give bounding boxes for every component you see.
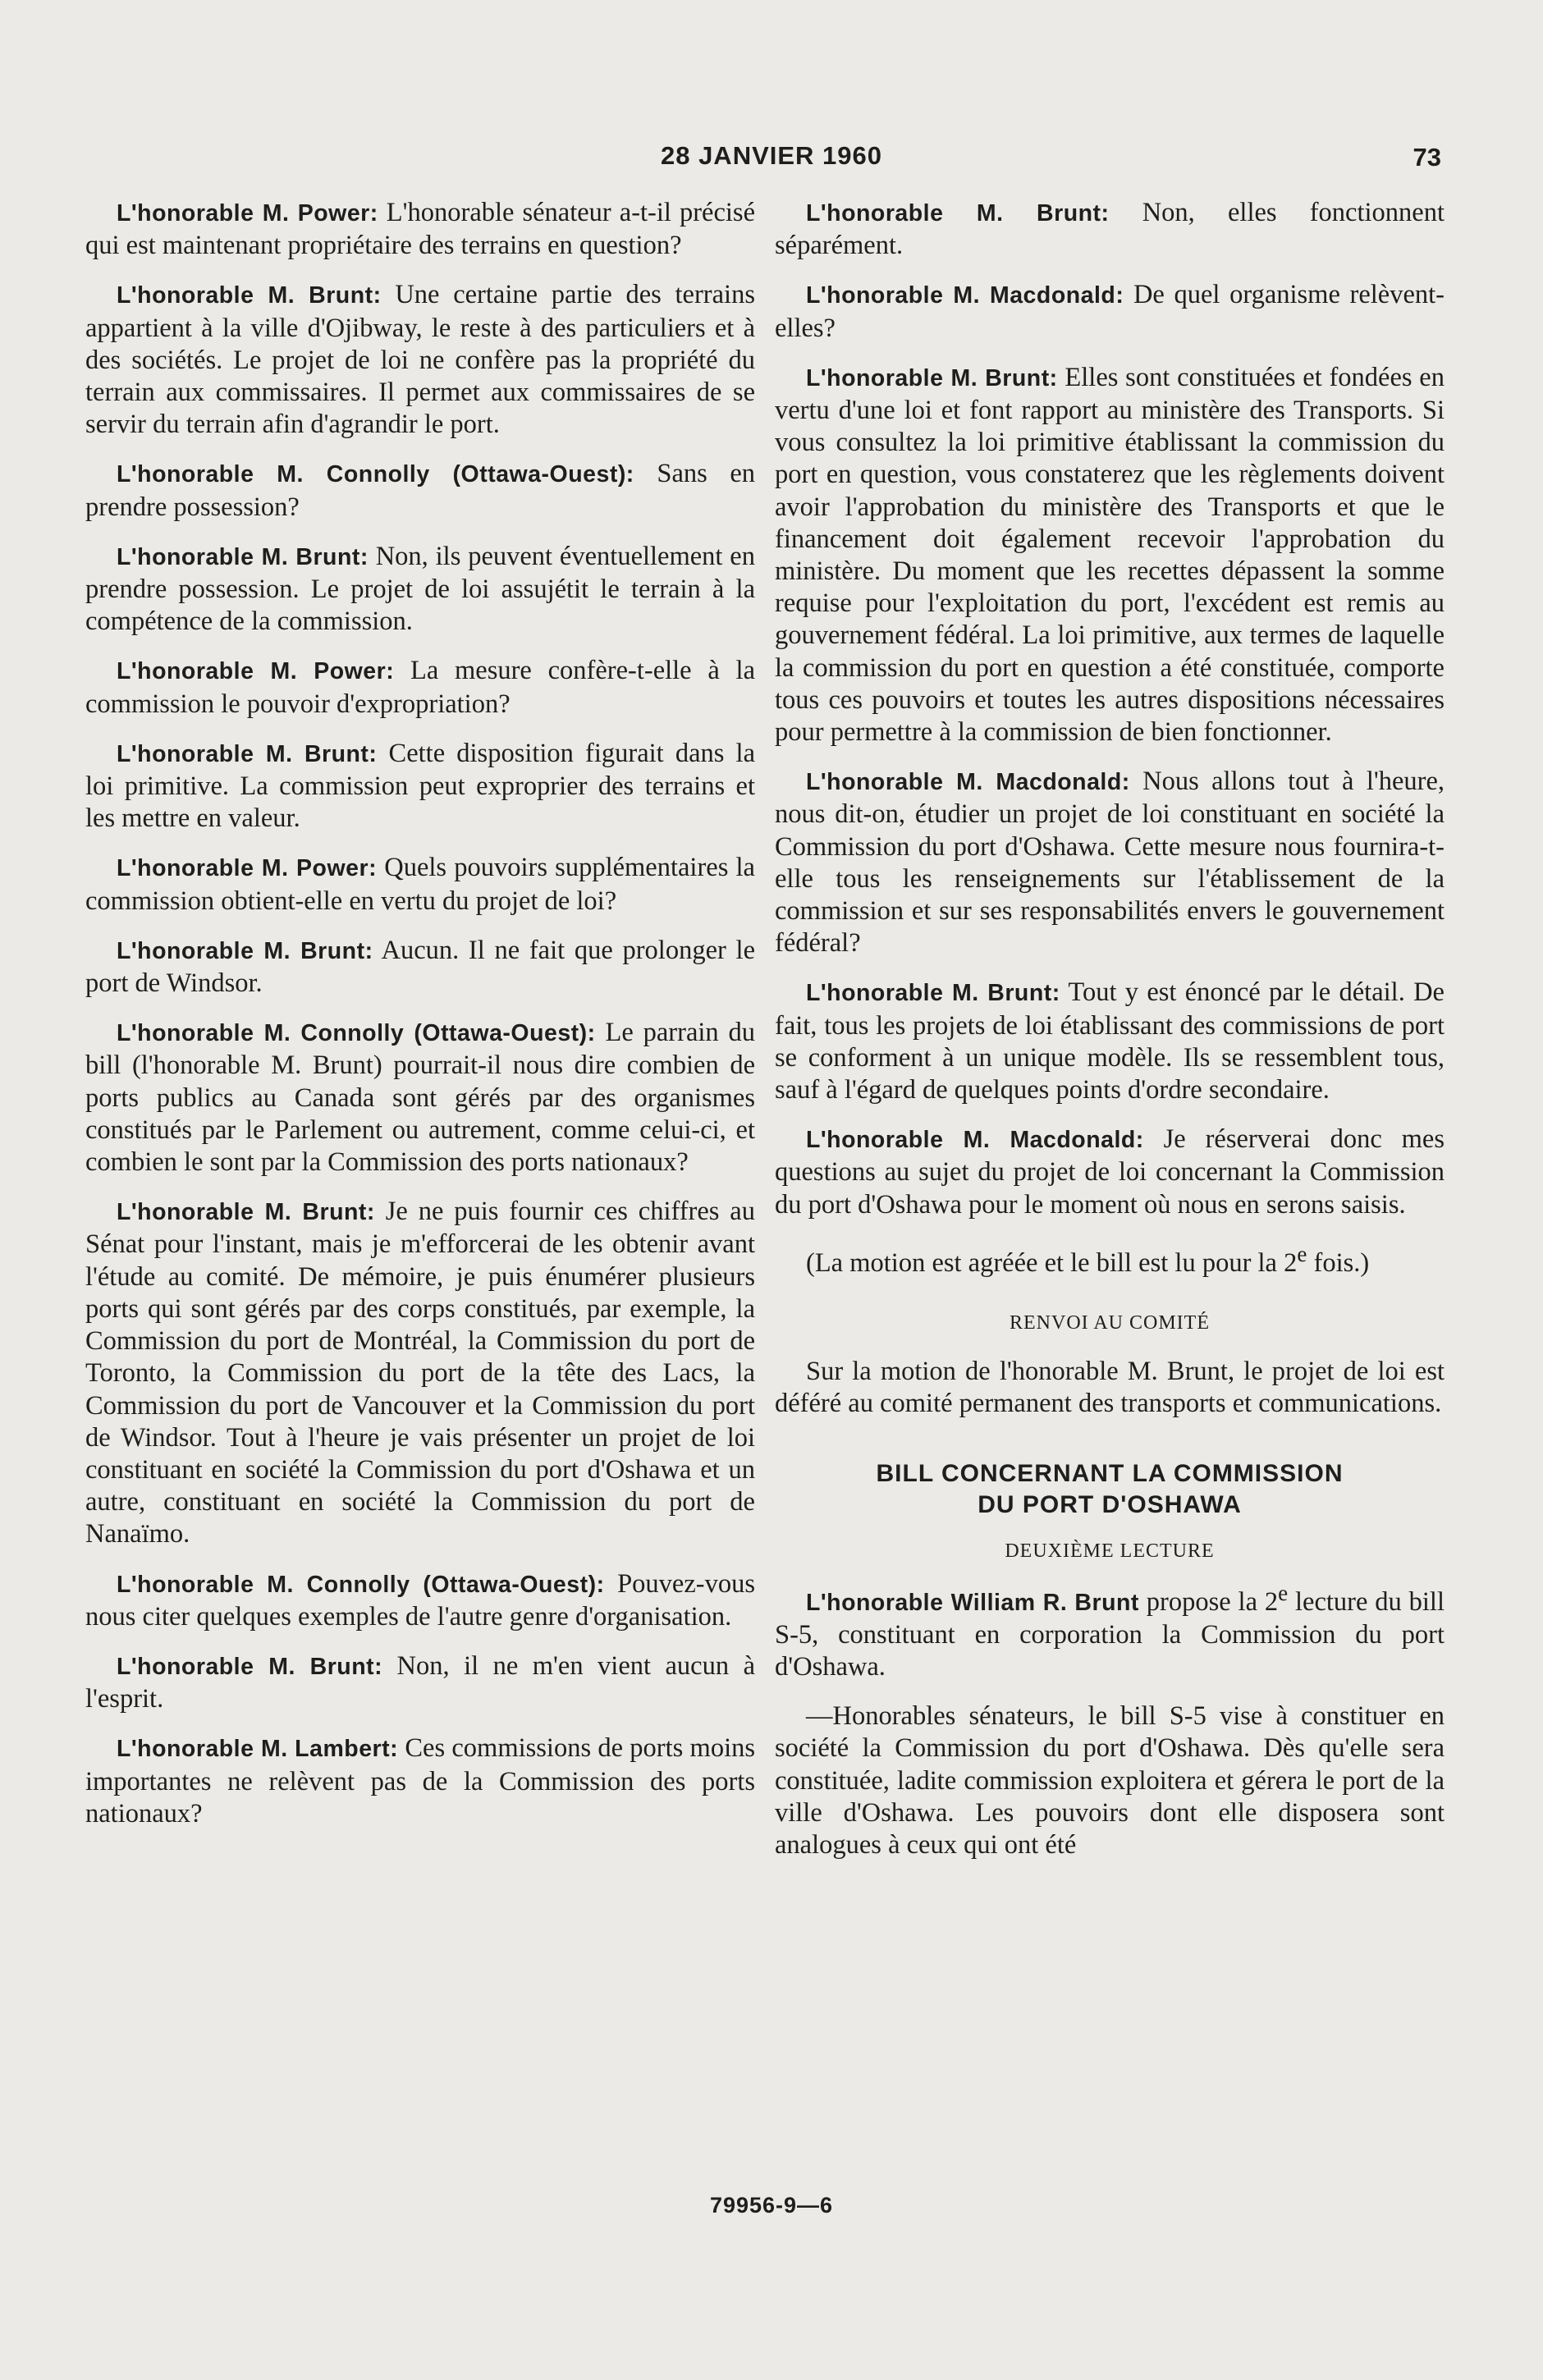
speaker-name: L'honorable M. Connolly (Ottawa-Ouest): — [117, 1571, 605, 1598]
paragraph — [775, 362, 1445, 748]
speech-text: La mesure confère-t-elle à la commission le pouvoir d'expropriation? — [85, 656, 755, 719]
speaker-name: L'honorable M. Brunt: — [117, 1199, 375, 1226]
speech-text: Ces commissions de ports moins importantes ne relèvent pas de la Commission des ports nationaux? — [85, 1733, 755, 1828]
left-column — [85, 197, 755, 1847]
speaker-name: L'honorable M. Brunt: — [117, 937, 373, 964]
paragraph — [775, 1124, 1445, 1221]
paragraph — [85, 1568, 755, 1633]
speech-text: Elles sont constituées et fondées en vertu d'une loi et font rapport au ministère des Transports. Si vous consultez la loi primitive établissant la commission du port en question, vous constaterez que les règlements doivent avoir l'approbation du ministère des Transports et que le financement doit également recevoir l'approbation du ministère. Du moment que les recettes dépassent la somme requise pour l'exploitation du port, l'excédent est remis au gouvernement fédéral. La loi primitive, aux termes de laquelle la commission du port en question a été constituée, comporte tous ces pouvoirs et toutes les autres dispositions nécessaires pour permettre à la commission de bien fonctionner. — [775, 362, 1445, 748]
header-date: 28 JANVIER 1960 — [660, 141, 883, 170]
right-column — [775, 197, 1445, 1879]
reading-heading: DEUXIÈME LECTURE — [1005, 1540, 1215, 1562]
renvoi-text: Sur la motion de l'honorable M. Brunt, le projet de loi est déféré au comité permanent des transports et communications. — [775, 1357, 1445, 1419]
paragraph — [85, 1732, 755, 1830]
speech-text: De quel organisme relèvent-elles? — [775, 280, 1445, 343]
paragraph — [85, 1650, 755, 1715]
paragraph — [85, 1196, 755, 1550]
speech-text: Le parrain du bill (l'honorable M. Brunt) pourrait-il nous dire combien de ports publics au Canada sont gérés par des organismes constitués par le Parlement ou autrement, comme celui-ci, et combien le sont par la Commission des ports nationaux? — [85, 1018, 755, 1178]
paragraph — [775, 766, 1445, 959]
proposal-paragraph: L'honorable William R. Brunt propose la 2e lecture du bill S-5, constituant en corporation la Commission du port d'Oshawa. — [775, 1580, 1445, 1682]
speech-text: Non, elles fonctionnent séparément. — [775, 198, 1445, 261]
speaker-name: L'honorable M. Brunt: — [117, 282, 382, 309]
speech-text: Non, il ne m'en vient aucun à l'esprit. — [85, 1650, 755, 1714]
speech-text: Tout y est énoncé par le détail. De fait, tous les projets de loi établissant des commissions de port se conforment à un unique modèle. Ils se ressemblent tous, sauf à l'égard de quelques points d'ordre secondaire. — [775, 977, 1445, 1105]
motion-note: (La motion est agréée et le bill est lu pour la 2e fois.) — [806, 1241, 1370, 1278]
speech-text: Une certaine partie des terrains appartient à la ville d'Ojibway, le reste à des particuliers et à des sociétés. Le projet de loi ne confère pas la propriété du terrain aux commissaires. Il permet aux commissaires de se servir du terrain afin d'agrandir le port. — [85, 280, 755, 440]
speaker-name: L'honorable M. Connolly (Ottawa-Ouest): — [117, 1020, 596, 1047]
footer-code: 79956-9—6 — [709, 2193, 834, 2218]
speaker-name: L'honorable M. Power: — [117, 658, 395, 685]
speaker-name: L'honorable M. Brunt: — [806, 364, 1058, 391]
speaker-name: L'honorable M. Brunt: — [117, 543, 369, 570]
speaker-name: L'honorable M. Brunt: — [117, 1653, 383, 1680]
speaker-name: L'honorable M. Power: — [117, 200, 378, 227]
paragraph — [85, 738, 755, 835]
speech-text: Non, ils peuvent éventuellement en prendre possession. Le projet de loi assujétit le terrain à la compétence de la commission. — [85, 541, 755, 637]
paragraph — [85, 852, 755, 917]
speech-text: Cette disposition figurait dans la loi primitive. La commission peut exproprier des terrains et les mettre en valeur. — [85, 738, 755, 834]
speech-text: L'honorable sénateur a-t-il précisé qui est maintenant propriétaire des terrains en question? — [85, 198, 755, 261]
speaker-name: L'honorable M. Lambert: — [117, 1736, 399, 1763]
speaker-name: L'honorable M. Macdonald: — [806, 769, 1130, 796]
speech-text: Quels pouvoirs supplémentaires la commission obtient-elle en vertu du projet de loi? — [85, 853, 755, 916]
paragraph — [85, 279, 755, 441]
running-head — [0, 138, 1543, 187]
paragraph — [85, 197, 755, 262]
speaker-name: L'honorable M. Power: — [117, 855, 378, 882]
speaker-name: L'honorable M. Connolly (Ottawa-Ouest): — [117, 461, 634, 488]
paragraph — [775, 279, 1445, 344]
speaker-name: L'honorable M. Macdonald: — [806, 1127, 1144, 1154]
closing-paragraph: —Honorables sénateurs, le bill S-5 vise à constituer en société la Commission du port d'Oshawa. Dès qu'elle sera constituée, ladite commission exploitera et gérera le port de la ville d'Oshawa. Les pouvoirs dont elle disposera sont analogues à ceux qui ont été — [775, 1701, 1445, 1860]
speech-text: Nous allons tout à l'heure, nous dit-on, étudier un projet de loi constituant en société la Commission du port d'Oshawa. Cette mesure nous fournira-t-elle tous les renseignements sur l'établissement de la commission et sur ses responsabilités envers le gouvernement fédéral? — [775, 767, 1445, 959]
page-number: 73 — [1413, 143, 1441, 172]
speaker-name: L'honorable M. Macdonald: — [806, 282, 1124, 309]
speaker-name: L'honorable M. Brunt: — [806, 980, 1060, 1007]
renvoi-heading: RENVOI AU COMITÉ — [1010, 1311, 1210, 1334]
paragraph — [85, 935, 755, 1000]
speech-text: Aucun. Il ne fait que prolonger le port de Windsor. — [85, 935, 755, 999]
speaker-name: L'honorable M. Brunt: — [117, 740, 378, 767]
bill-title: BILL CONCERNANT LA COMMISSION DU PORT D'OSHAWA — [876, 1459, 1344, 1518]
speech-text: Je ne puis fournir ces chiffres au Sénat pour l'instant, mais je m'efforcerai de les obtenir avant l'étude au comité. De mémoire, je puis énumérer plusieurs ports qui sont gérés par des corps constitués, par exemple, la Commission du port de Montréal, la Commission du port de Toronto, la Commission du port de la tête des Lacs, la Commission du port de Vancouver et la Commission du port de Windsor. Tout à l'heure je vais présenter un projet de loi constituant en société la Commission du port d'Oshawa et un autre, constituant en société la Commission du port de Nanaïmo. — [85, 1197, 755, 1549]
paragraph — [775, 197, 1445, 262]
paragraph — [85, 1017, 755, 1179]
speaker-name: L'honorable M. Brunt: — [806, 200, 1110, 227]
speech-text: Je réserverai donc mes questions au sujet du projet de loi concernant la Commission du port d'Oshawa pour le moment où nous en serons saisis. — [775, 1124, 1445, 1220]
paragraph — [85, 541, 755, 638]
paragraph — [85, 655, 755, 720]
speaker-name: L'honorable William R. Brunt — [806, 1589, 1139, 1616]
paragraph — [775, 977, 1445, 1106]
speech-text: Pouvez-vous nous citer quelques exemples de l'autre genre d'organisation. — [85, 1568, 755, 1632]
speech-text: Sans en prendre possession? — [85, 459, 755, 522]
paragraph — [85, 458, 755, 523]
